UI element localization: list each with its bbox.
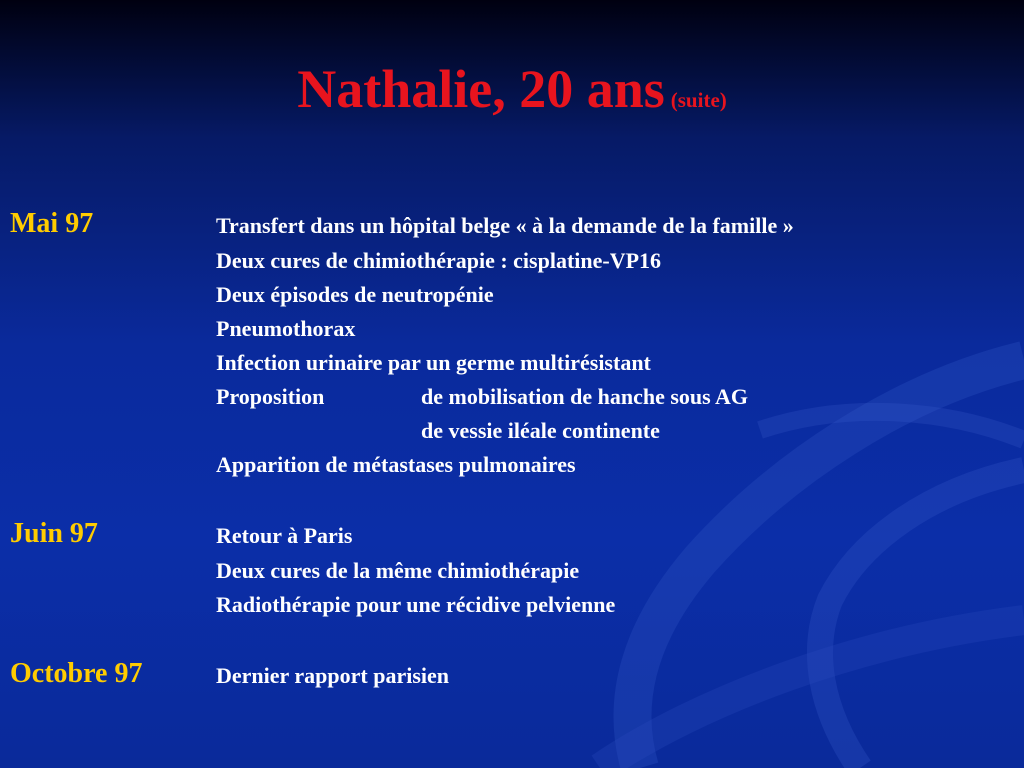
date-label-mai-97: Mai 97	[10, 208, 94, 239]
event-line: Deux cures de chimiothérapie : cisplatine-VP16	[216, 248, 662, 273]
event-line: Infection urinaire par un germe multirésistant	[216, 350, 651, 375]
slide-title	[0, 58, 1024, 120]
title-main: Nathalie, 20 ans	[297, 59, 665, 119]
event-line: Transfert dans un hôpital belge « à la demande de la famille »	[216, 213, 794, 238]
event-line: Pneumothorax	[216, 316, 356, 341]
event-line: Apparition de métastases pulmonaires	[216, 452, 576, 477]
date-label-juin-97: Juin 97	[10, 518, 98, 549]
proposition-item: de mobilisation de hanche sous AG	[421, 384, 749, 409]
event-line: Deux cures de la même chimiothérapie	[216, 558, 580, 583]
date-label-octobre-97: Octobre 97	[10, 658, 143, 689]
event-line: Radiothérapie pour une récidive pelvienne	[216, 592, 616, 617]
event-line-proposition: Proposition	[216, 384, 325, 409]
proposition-item: de vessie iléale continente	[421, 418, 660, 443]
event-line: Deux épisodes de neutropénie	[216, 282, 494, 307]
title-suffix: (suite)	[670, 88, 727, 112]
event-line: Dernier rapport parisien	[216, 663, 450, 688]
event-line: Retour à Paris	[216, 523, 353, 548]
